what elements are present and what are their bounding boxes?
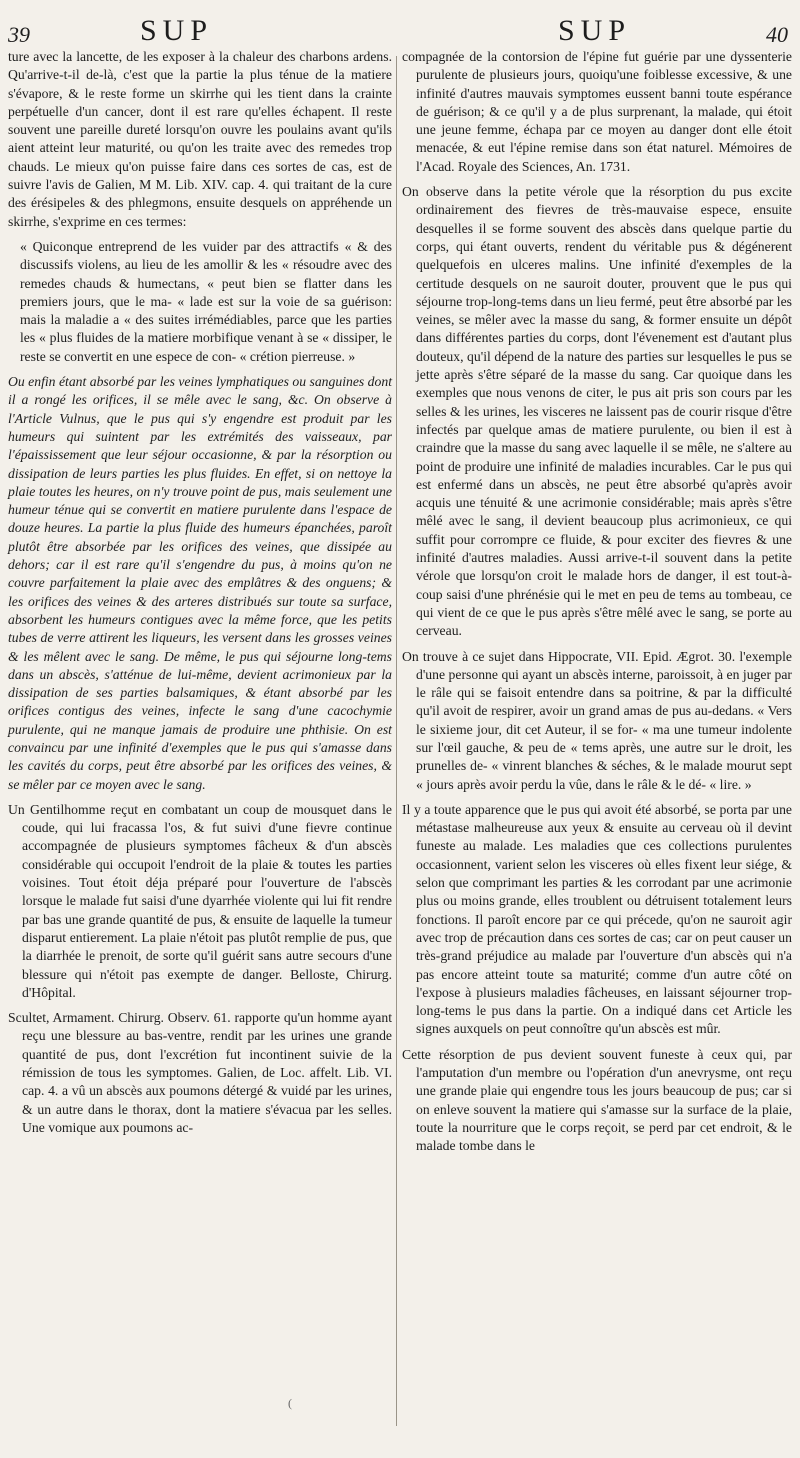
paragraph: Un Gentilhomme reçut en combatant un coup de mousquet dans le coude, qui lui fracassa l'os, & fut suivi d'une fievre continue accompagnée de plusieurs symptomes fâcheux & d'un abscès considérable qui occupoit l'endroit de la plaie & toutes les parties voisines. Tout étoit déja préparé pour l'ouverture de l'abscès lorsque le malade fut saisi d'une dyarrhée violente qui lui fit rendre par bas une grande quantité de pus, & ensuite de laquelle la tumeur disparut entierement. La plaie n'étoit pas plutôt remplie de pus, que la diarrhée le prenoit, de sorte qu'il guérit sans autre secours d'une blessure qui n'étoit pas exempte de danger. Belloste, Chirurg. d'Hôpital.: [8, 801, 392, 1000]
paragraph: Il y a toute apparence que le pus qui avoit été absorbé, se porta par une métastase malheureuse aux yeux & ensuite au cerveau où il devint funeste au malade. Les maladies que ces collections purulentes occasionnent, varient selon les visceres où elles fixent leur siége, & selon que comprimant les parties & les corrodant par une acrimonie plus ou moins grande, elles troublent ou détruisent totalement leurs fonctions. Il paroît encore par ce qui précede, qu'on ne sauroit agir avec trop de précaution dans ces sortes de cas; car on peut causer un très-grand préjudice au malade par l'ouverture d'un abscès qui n'a pas encore atteint toute sa maturité; comme d'un autre côté on l'expose à plusieurs maladies fâcheuses, en laissant séjourner trop-long-tems le pus dans la partie. On a indiqué dans cet Article les signes auxquels on peut connoître qu'un abscès est mûr.: [402, 801, 792, 1037]
paragraph: On trouve à ce sujet dans Hippocrate, VII. Epid. Ægrot. 30. l'exemple d'une personne qui ayant un abscès interne, paroissoit, à en juger par le râle qui se faisoit entendre dans sa poitrine, & par la difficulté qu'il avoit de respirer, avoir un grand amas de pus au-dedans. « Vers le sixieme jour, dit cet Auteur, il se for- « ma une tumeur indolente sur l'œil gauche, & peu de « tems après, une autre sur le droit, les prunelles de- « vinrent blanches & séches, & le malade mourut sept « jours après avoir perdu la vûe, dans le râle & le dé- « lire. »: [402, 648, 792, 792]
column-divider: [396, 56, 397, 1426]
right-text-column: [402, 48, 792, 1163]
paragraph: Ou enfin étant absorbé par les veines lymphatiques ou sanguines dont il a rongé les orifices, il se mêle avec le sang, &c. On observe à l'Article Vulnus, que le pus qui s'y engendre est produit par les humeurs qui suintent par les extrémités des vaisseaux, par l'épaississement que leur séjour occasionne, & par la résorption ou dissipation de leurs parties les plus fluides. En effet, si on nettoye la plaie toutes les heures, on n'y trouve point de pus, mais seulement une humeur ténue qui se convertit en matiere purulente dans l'espace de douze heures. La partie la plus fluide des humeurs épanchées, paroît plutôt être absorbée par les orifices des veines, que dissipée au dehors; car il est rare qu'il s'engendre du pus, à moins qu'on ne couvre parfaitement la plaie avec des emplâtres & des onguens; & les orifices des veines & des arteres distribués sur toute sa surface, absorbent les humeurs contigues avec la même force, que les petits tubes de verre attirent les liqueurs, les versent dans les grosses veines & les mêlent avec le sang. De même, le pus qui séjourne long-tems dans un abscès, s'atténue de lui-même, devient acrimonieux par la dissipation de ses parties balsamiques, & étant absorbé par les orifices contigus des veines, infecte le sang d'une cacochymie purulente, qui ne manque jamais de produire une phthisie. On est convaincu par une infinité d'exemples que le pus qui s'amasse dans les cavités du corps, peut être absorbé par les orifices des veines, & se mêler par ce moyen avec le sang.: [8, 374, 392, 792]
left-page-number: 39: [8, 22, 30, 47]
paragraph: On observe dans la petite vérole que la résorption du pus excite ordinairement des fievres de très-mauvaise espece, ensuite desquelles il se forme souvent des abscès dans quelque partie du corps, qui étant ouverts, rendent du véritable pus & dégénerent quelquefois en ulceres malins. Une infinité d'exemples de la certitude desquels on ne sauroit douter, prouvent que le pus qui séjourne trop-long-tems dans un lieu fermé, peut être absorbé par les veines, se mêler avec la masse du sang, & former ensuite un dépôt dans différentes parties du corps, dont l'évenement est d'autant plus douteux, qu'il dépend de la nature des parties sur lesquelles le pus se jette après s'être séparé de la masse du sang. Car quoique dans les exemples que nous venons de citer, le pus ait pris son cours par les selles & les urines, les visceres ne laissent pas de courir risque d'être infectés par quelque amas de matiere purulente, ou bien il est à craindre que la masse du sang avec laquelle il se mêle, ne s'altere au point de produire une infinité de maladies incurables. Car le pus qui est enfermé dans un abscès, ne peut être absorbé qu'après avoir acquis une ténuité & une acrimonie considérable; mais après s'être mêlé avec le sang, il devient beaucoup plus acrimonieux, ce qui suffit pour corrompre ce fluide, & pour exciter des fievres & une infinité d'autres maladies. Aussi arrive-t-il souvent dans la petite vérole que lorsqu'on croit le malade hors de danger, il est tout-à-coup saisi d'une phrénésie qui le met en peu de tems au tombeau, ce qui vient de ce que le pus après s'être mêlé avec le sang, se porte au cerveau.: [402, 184, 792, 639]
paragraph: ture avec la lancette, de les exposer à la chaleur des charbons ardens. Qu'arrive-t-il de-là, c'est que la partie la plus ténue de la matiere s'évapore, & le reste forme un skirrhe qui les tient dans la crainte perpétuelle d'un cancer, dont il est rare qu'elles échapent. Il reste souvent une pareille dureté lorsqu'on ouvre les poulains avant qu'ils aient atteint leur maturité, ou qu'on les traite avec des remedes trop chauds. Le mieux qu'on puisse faire dans ces sortes de cas, est de suivre l'avis de Galien, M M. Lib. XIV. cap. 4. qui traitant de la cure des érésipeles & des phlegmons, ensuite desquels on appréhende un skirrhe, s'exprime en ces termes:: [8, 49, 392, 229]
paragraph: compagnée de la contorsion de l'épine fut guérie par une dyssenterie purulente de plusieurs jours, quoiqu'une foiblesse excessive, & une infinité d'autres mauvais symptomes eussent banni toute espérance de guérison; & ce qu'il y a de plus surprenant, la malade, qui étoit une jeune femme, échapa par ce moyen au danger dont elle étoit menacée, & eut l'épine remise dans son état naturel. Mémoires de l'Acad. Royale des Sciences, An. 1731.: [402, 49, 792, 174]
left-running-head: SUP: [140, 14, 214, 47]
left-text-column: [8, 48, 392, 1144]
quote-paragraph: « Quiconque entreprend de les vuider par des attractifs « & des discussifs violens, au lieu de les amollir & les « résoudre avec des remedes chauds & humectans, « peut bien se flatter dans les premiers jours, que le ma- « lade est sur la voie de sa guérison: mais la maladie a « des suites irrémédiables, parce que les parties les « plus fluides de la matiere morbifique venant à se « dissiper, le reste se convertit en une espece de con- « crétion pierreuse. »: [20, 238, 392, 364]
paragraph: Cette résorption de pus devient souvent funeste à ceux qui, par l'amputation d'un membre ou l'opération d'un anevrysme, ont reçu une grande plaie qui engendre tous les jours beaucoup de pus; car si on enleve souvent la matiere qui s'amasse sur la surface de la plaie, toute la nourriture que le corps reçoit, se perd par cet endroit, & le malade tombe dans le: [402, 1046, 792, 1154]
paragraph: Scultet, Armament. Chirurg. Observ. 61. rapporte qu'un homme ayant reçu une blessure au bas-ventre, rendit par les urines une grande quantité de pus, dont l'excrétion fut incontinent suivie de la rémission de tous les symptomes. Galien, de Loc. affelt. Lib. VI. cap. 4. a vû un abscès aux poumons détergé & vuidé par les urines, & un autre dans le thorax, dont la matiere s'évacua par les selles. Une vomique aux poumons ac-: [8, 1010, 392, 1135]
right-running-head: SUP: [558, 14, 632, 47]
right-page-number: 40: [766, 22, 788, 47]
footer-mark: (: [288, 1396, 292, 1410]
